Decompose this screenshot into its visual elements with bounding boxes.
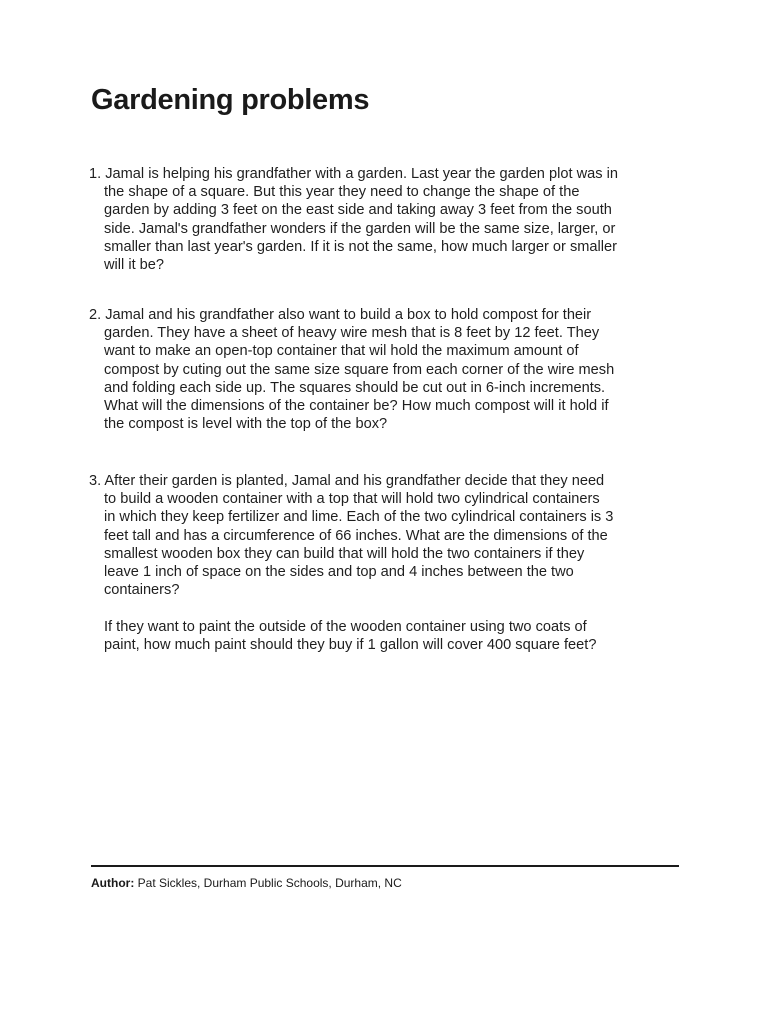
problem-3-line: in which they keep fertilizer and lime. Each of the two cylindrical containers is 3 — [104, 509, 614, 526]
author-label: Author: — [91, 876, 135, 890]
page-title: Gardening problems — [91, 84, 370, 116]
footer-divider — [91, 865, 679, 867]
problem-3-line: 3. After their garden is planted, Jamal and his grandfather decide that they need — [89, 473, 605, 489]
problem-1 — [89, 165, 689, 274]
problem-1-line: the shape of a square. But this year they need to change the shape of the — [104, 184, 580, 201]
problem-3-line: feet tall and has a circumference of 66 inches. What are the dimensions of the — [104, 527, 608, 544]
problem-2-line: garden. They have a sheet of heavy wire mesh that is 8 feet by 12 feet. They — [104, 325, 600, 342]
problem-3 — [89, 472, 689, 599]
problem-2-line: compost by cuting out the same size square from each corner of the wire mesh — [104, 361, 615, 378]
problem-2-line: and folding each side up. The squares should be cut out in 6-inch increments. — [104, 379, 606, 396]
problem-3-line: containers? — [104, 582, 180, 599]
problem-3-followup-line: paint, how much paint should they buy if 1 gallon will cover 400 square feet? — [104, 637, 597, 654]
author-text: Pat Sickles, Durham Public Schools, Durham, NC — [134, 876, 402, 890]
problem-1-line: will it be? — [104, 257, 165, 274]
problem-2-line: 2. Jamal and his grandfather also want to build a box to hold compost for their — [89, 307, 592, 323]
problem-1-line: 1. Jamal is helping his grandfather with a garden. Last year the garden plot was in — [89, 166, 618, 182]
problem-3-line: to build a wooden container with a top that will hold two cylindrical containers — [104, 491, 600, 508]
problem-2-line: want to make an open-top container that wil hold the maximum amount of — [104, 343, 579, 360]
problem-3-followup — [89, 618, 689, 654]
problem-1-line: smaller than last year's garden. If it is not the same, how much larger or smaller — [104, 238, 617, 255]
author-credit — [91, 876, 402, 890]
problem-1-line: garden by adding 3 feet on the east side and taking away 3 feet from the south — [104, 202, 612, 219]
problem-2-line: What will the dimensions of the container be? How much compost will it hold if — [104, 398, 609, 415]
problem-3-followup-line: If they want to paint the outside of the wooden container using two coats of — [104, 619, 587, 635]
problem-3-line: leave 1 inch of space on the sides and top and 4 inches between the two — [104, 564, 574, 581]
problem-2 — [89, 306, 689, 433]
problem-3-line: smallest wooden box they can build that will hold the two containers if they — [104, 545, 585, 562]
problem-1-line: side. Jamal's grandfather wonders if the garden will be the same size, larger, or — [104, 220, 616, 237]
problem-2-line: the compost is level with the top of the box? — [104, 416, 388, 433]
